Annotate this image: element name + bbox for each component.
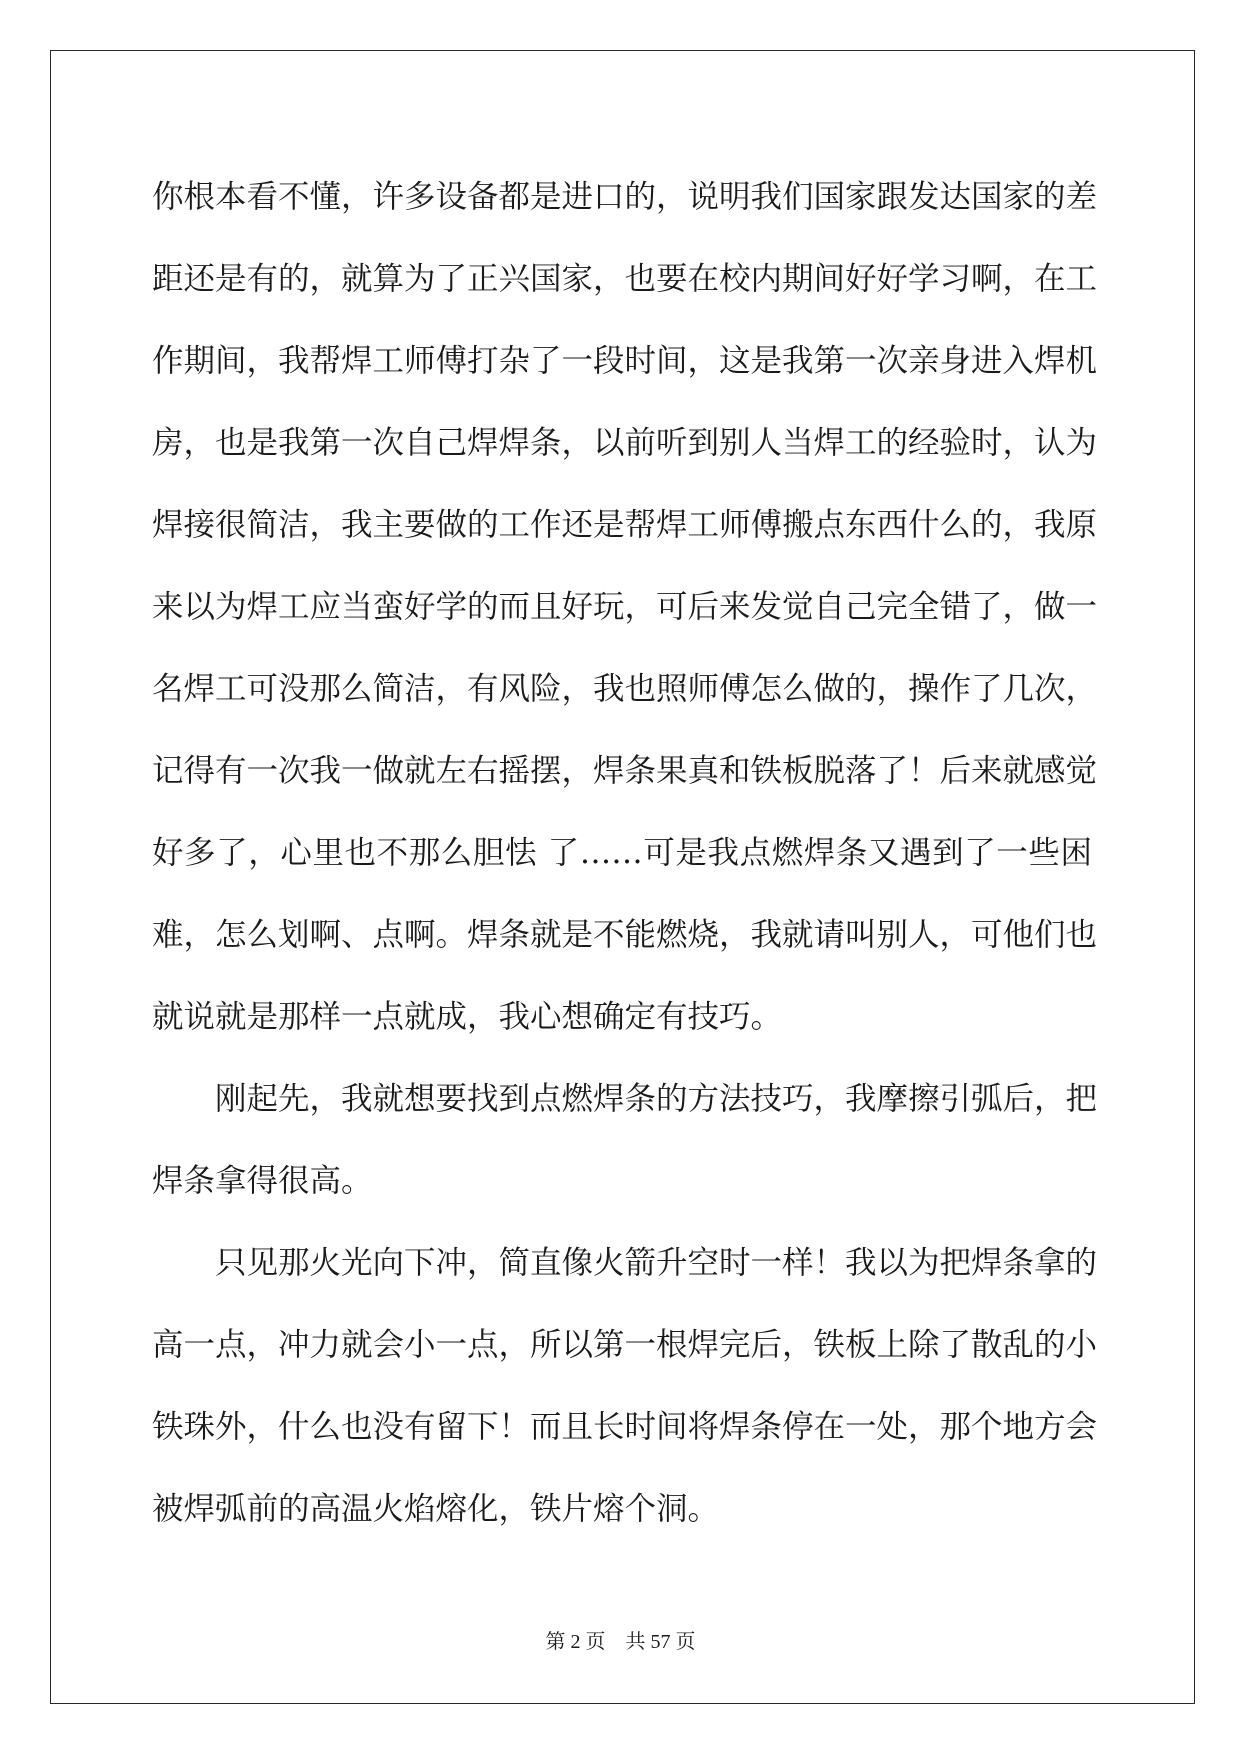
text-line: 被焊弧前的高温火焰熔化，铁片熔个洞。	[152, 1491, 720, 1527]
text-line: 距还是有的，就算为了正兴国家，也要在校内期间好好学习啊，在工	[152, 261, 1098, 297]
text-line: 焊接很简洁，我主要做的工作还是帮焊工师傅搬点东西什么的，我原	[152, 507, 1098, 543]
body-text	[152, 156, 1098, 1550]
text-line: 焊条拿得很高。	[152, 1163, 373, 1199]
text-line: 难，怎么划啊、点啊。焊条就是不能燃烧，我就请叫别人，可他们也	[152, 917, 1098, 953]
text-line: 铁珠外，什么也没有留下！而且长时间将焊条停在一处，那个地方会	[152, 1409, 1098, 1445]
text-line: 名焊工可没那么简洁，有风险，我也照师傅怎么做的，操作了几次，	[152, 671, 1098, 707]
text-line: 刚起先，我就想要找到点燃焊条的方法技巧，我摩擦引弧后，把	[215, 1081, 1098, 1117]
text-line: 只见那火光向下冲，简直像火箭升空时一样！我以为把焊条拿的	[215, 1245, 1098, 1281]
text-line: 记得有一次我一做就左右摇摆，焊条果真和铁板脱落了！后来就感觉	[152, 753, 1098, 789]
text-line: 好多了，心里也不那么胆怯 了……可是我点燃焊条又遇到了一些困	[152, 835, 1092, 871]
text-line: 来以为焊工应当蛮好学的而且好玩，可后来发觉自己完全错了，做一	[152, 589, 1098, 625]
text-line: 就说就是那样一点就成，我心想确定有技巧。	[152, 999, 783, 1035]
text-line: 你根本看不懂，许多设备都是进口的，说明我们国家跟发达国家的差	[152, 179, 1098, 215]
text-line: 房，也是我第一次自己焊焊条，以前听到别人当焊工的经验时，认为	[152, 425, 1098, 461]
text-line: 高一点，冲力就会小一点，所以第一根焊完后，铁板上除了散乱的小	[152, 1327, 1098, 1363]
page-number-footer: 第 2 页 共 57 页	[545, 1631, 696, 1653]
text-line: 作期间，我帮焊工师傅打杂了一段时间，这是我第一次亲身进入焊机	[152, 343, 1098, 379]
